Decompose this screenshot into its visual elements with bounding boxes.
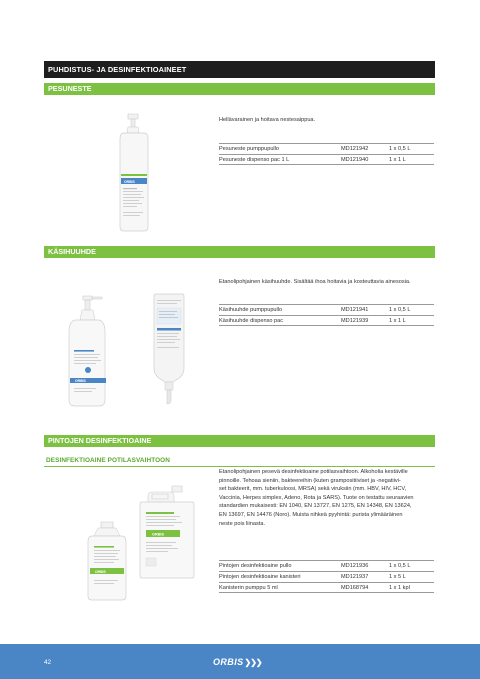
disinfectant-bottle-image — [84, 520, 130, 602]
section-heading-kasihuuhde: KÄSIHUUHDE — [44, 246, 435, 258]
svg-text:ORBIS: ORBIS — [124, 180, 135, 184]
table-row — [219, 571, 434, 582]
table-row — [219, 304, 434, 315]
description-line: EN 13697, EN 14476 (Noro). Muista nihkeä pyyhintä: purista ylimääräinen — [219, 511, 403, 518]
description-line: standardien mukaisesti: EN 1040, EN 13727, EN 1275, EN 14348, EN 13624, — [219, 503, 412, 510]
table-row — [219, 143, 434, 154]
product-name: Pesuneste dispenso pac 1 L — [219, 157, 290, 163]
product-table-kasihuuhde — [219, 304, 434, 326]
soap-pump-bottle-image — [112, 112, 156, 232]
description-pesuneste: Hellävarainen ja hoitava nestesaippua. — [219, 117, 316, 123]
section-heading-pintojen-desinfektioaine: PINTOJEN DESINFEKTIOAINE — [44, 435, 435, 447]
product-pack: 1 x 1 L — [389, 318, 406, 324]
description-line: Etanolipohjainen pesevä desinfektioaine potilasvaihtoon. Alkoholia kestäville — [219, 469, 408, 475]
page-number: 42 — [44, 659, 52, 666]
subheading-underline — [44, 466, 435, 467]
description-line: Vaccinia, Herpes simplex, Adeno, Rota ja SARS). Tuote on testattu seuraavien — [219, 494, 414, 501]
product-name: Pintojen desinfektioaine pullo — [219, 563, 292, 569]
product-code: MD121942 — [341, 146, 369, 152]
product-pack: 1 x 1 kpl — [389, 585, 410, 591]
product-code: MD121937 — [341, 574, 369, 580]
product-pack: 1 x 0,5 L — [389, 563, 411, 569]
svg-text:ORBIS: ORBIS — [95, 569, 106, 574]
logo-text: ORBIS — [213, 657, 244, 667]
product-pack: 1 x 5 L — [389, 574, 406, 580]
table-row — [219, 560, 434, 571]
main-header: PUHDISTUS- JA DESINFEKTIOAINEET — [44, 61, 435, 78]
dispenso-pac-bag-image — [150, 292, 188, 410]
page-footer — [0, 644, 480, 679]
product-table-pintojen-desinfektioaine — [219, 560, 434, 593]
product-pack: 1 x 0,5 L — [389, 146, 411, 152]
product-code: MD121941 — [341, 307, 369, 313]
product-name: Pintojen desinfektioaine kanisteri — [219, 574, 301, 580]
description-line: pinnoille. Tehoaa sieniin, bakteereihin (kuten grampositiiviset ja -negatiivi- — [219, 477, 401, 484]
product-name: Kanisterin pumppu 5 ml — [219, 585, 278, 591]
description-line: set bakteerit, mm. tuberkuloosi, MRSA) sekä viruksiin (mm. HBV, HIV, HCV, — [219, 486, 407, 493]
svg-text:ORBIS: ORBIS — [75, 379, 86, 383]
description-kasihuuhde: Etanolipohjainen käsihuuhde. Sisältää ihoa hoitavia ja kosteuttavia ainesosia. — [219, 279, 411, 285]
disinfectant-canister-image — [138, 484, 196, 580]
product-pack: 1 x 0,5 L — [389, 307, 411, 313]
product-name: Käsihuuhde pumppupullo — [219, 307, 283, 313]
description-pintojen-desinfektioaine — [219, 468, 434, 528]
section-heading-pesuneste: PESUNESTE — [44, 83, 435, 95]
table-row — [219, 315, 434, 326]
svg-text:ORBIS: ORBIS — [152, 532, 165, 537]
table-row — [219, 582, 434, 593]
product-pack: 1 x 1 L — [389, 157, 406, 163]
product-code: MD121939 — [341, 318, 369, 324]
product-table-pesuneste — [219, 143, 434, 165]
product-name: Pesuneste pumppupullo — [219, 146, 280, 152]
product-code: MD121936 — [341, 563, 369, 569]
product-code: MD168794 — [341, 585, 369, 591]
logo-chevrons-icon: ❯❯❯ — [244, 658, 262, 667]
orbis-logo — [213, 655, 262, 669]
description-line: neste pois liinasta. — [219, 520, 266, 527]
subheading-potilasvaihto: DESINFEKTIOAINE POTILASVAIHTOON — [46, 457, 170, 464]
hand-sanitizer-bottle-image — [62, 294, 112, 408]
product-name: Käsihuuhde dispenso pac — [219, 318, 284, 324]
product-code: MD121940 — [341, 157, 369, 163]
table-row — [219, 154, 434, 165]
